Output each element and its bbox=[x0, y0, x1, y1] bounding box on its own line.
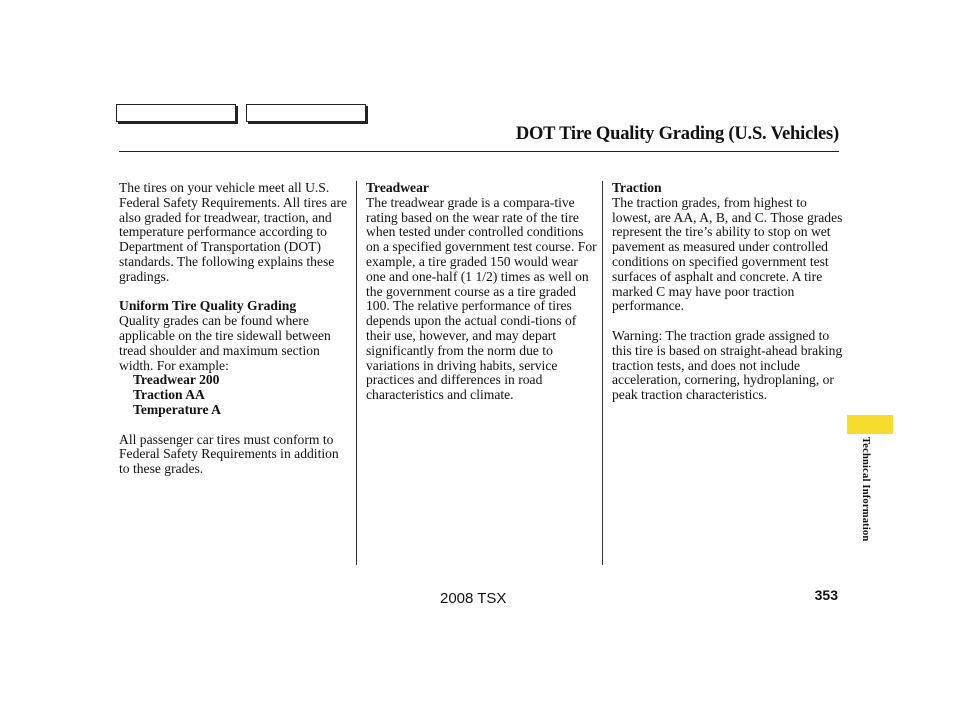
column-divider bbox=[356, 181, 357, 565]
column-1 bbox=[119, 181, 351, 477]
traction-warning: Warning: The traction grade assigned to this tire is based on straight-ahead braking traction tests, and does not include acceleration, cornering, hydroplaning, or peak traction characteristics. bbox=[612, 327, 843, 403]
nav-button-previous[interactable] bbox=[116, 104, 236, 122]
example-temperature: Temperature A bbox=[133, 401, 221, 417]
nav-button-next[interactable] bbox=[246, 104, 366, 122]
traction-heading: Traction bbox=[612, 180, 662, 195]
uniform-grading-body: Quality grades can be found where applicable on the tire sidewall between tread shoulder and maximum section width. For example: bbox=[119, 313, 331, 373]
title-rule bbox=[119, 151, 839, 152]
section-tab[interactable] bbox=[847, 415, 893, 434]
conform-paragraph: All passenger car tires must conform to Federal Safety Requirements in addition to these grades. bbox=[119, 431, 339, 477]
column-3 bbox=[612, 181, 844, 403]
example-traction: Traction AA bbox=[133, 387, 205, 403]
traction-body: The traction grades, from highest to lowest, are AA, A, B, and C. Those grades represent the tire’s ability to stop on wet pavement as measured under controlled conditions on specified government test surfaces of asphalt and concrete. A tire marked C may have poor traction performance. bbox=[612, 194, 843, 314]
treadwear-body: The treadwear grade is a compara-tive rating based on the wear rate of the tire when tested under controlled conditions on a specified government test course. For example, a tire graded 150 would wear one and one-half (1 1/2) times as well on the government course as a tire graded 100. The relative performance of tires depends upon the actual condi-tions of their use, however, and may depart significantly from the norm due to variations in driving habits, service practices and differences in road characteristics and climate. bbox=[366, 194, 597, 403]
footer-model: 2008 TSX bbox=[440, 590, 507, 607]
section-label: Technical Information bbox=[860, 437, 871, 542]
intro-paragraph: The tires on your vehicle meet all U.S. Federal Safety Requirements. All tires are also graded for treadwear, traction, and temperature performance according to Department of Transportation (DOT) standards. The following explains these gradings. bbox=[119, 180, 348, 284]
page-title: DOT Tire Quality Grading (U.S. Vehicles) bbox=[515, 124, 839, 144]
column-2 bbox=[366, 181, 598, 403]
example-treadwear: Treadwear 200 bbox=[133, 372, 220, 388]
uniform-grading-heading: Uniform Tire Quality Grading bbox=[119, 298, 297, 314]
page-number: 353 bbox=[814, 587, 838, 603]
treadwear-heading: Treadwear bbox=[366, 180, 429, 195]
column-divider bbox=[602, 181, 603, 565]
